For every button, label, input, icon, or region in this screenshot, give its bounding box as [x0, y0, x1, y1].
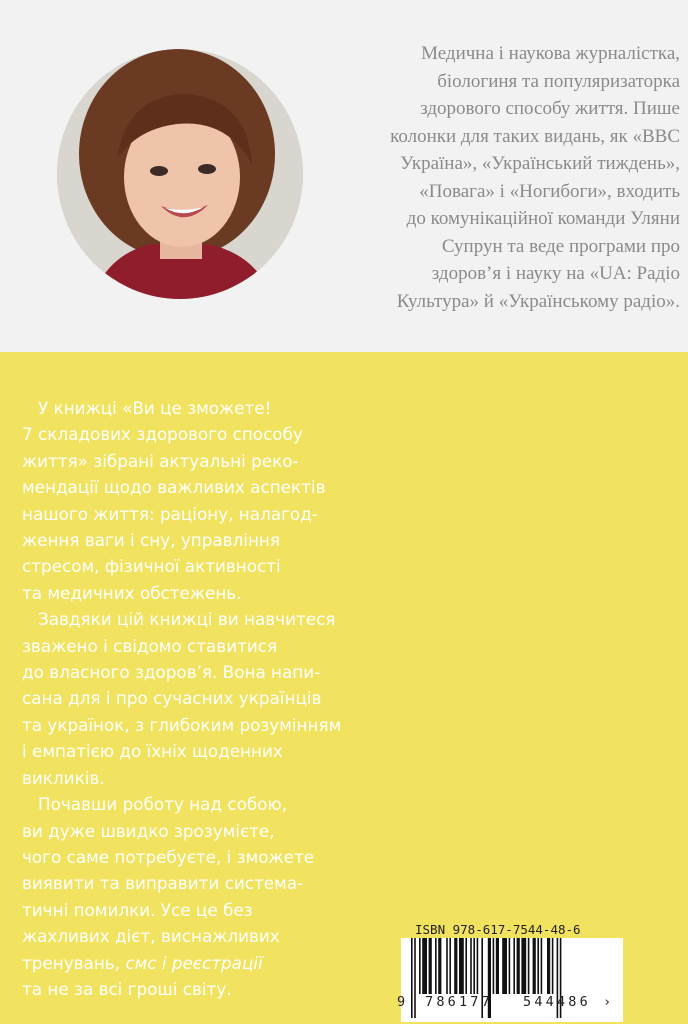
barcode-digits	[395, 994, 625, 1016]
barcode-bar	[547, 938, 550, 994]
barcode-bar	[493, 938, 495, 994]
bio-line: Супрун та веде програми про	[441, 235, 680, 257]
description-line: ви дуже швидко зрозумієте,	[22, 820, 275, 841]
bio-line: колонки для таких видань, як «BBC	[390, 125, 680, 147]
barcode-bar	[435, 938, 437, 994]
bio-line: здоров’я і науку на «UA: Радіо	[431, 263, 680, 284]
description-line: Почавши роботу над собою,	[38, 794, 287, 815]
description-line: Завдяки цій книжці ви навчитеся	[38, 609, 336, 630]
description-line-part: тренувань,	[22, 952, 121, 973]
description-line: чого саме потребуєте, і зможете	[22, 846, 315, 867]
description-line: 7 складових здорового способу	[22, 424, 303, 445]
barcode-bar	[502, 938, 507, 994]
isbn-barcode	[395, 920, 625, 1024]
description-line: та не за всі гроші світу.	[22, 978, 232, 999]
bio-line: Культура» й «Українському радіо».	[396, 290, 680, 312]
book-description	[22, 395, 442, 1002]
description-line: та медичних обстежень.	[22, 582, 242, 603]
barcode-bar	[473, 938, 475, 994]
barcode-bar	[422, 938, 427, 994]
description-line: життя» зібрані актуальні реко-	[22, 450, 299, 471]
bio-line: «Повага» і «Ногибоги», входить	[419, 180, 680, 202]
description-line: ження ваги і сну, управління	[22, 530, 280, 551]
barcode-bar	[509, 938, 511, 994]
barcode-quiet-zone-mark: ›	[603, 994, 612, 1010]
description-line: зважено і свідомо ставитися	[22, 635, 278, 656]
barcode-bar	[429, 938, 432, 994]
barcode-bar	[454, 938, 457, 994]
author-bio	[320, 40, 680, 315]
bio-line: Медична і наукова журналістка,	[421, 43, 680, 64]
description-line: нашого життя: раціону, налагод-	[22, 503, 318, 524]
author-photo	[57, 49, 303, 299]
bio-line: до комунікаційної команди Уляни	[406, 208, 680, 229]
barcode-bar	[517, 938, 520, 994]
barcode-bar	[533, 938, 536, 994]
description-line: мендації щодо важливих аспектів	[22, 477, 326, 498]
barcode-left-digits: 786177	[425, 994, 493, 1010]
barcode-bar	[537, 938, 539, 994]
description-line: і емпатією до їхніх щоденних	[22, 741, 283, 762]
barcode-bar	[552, 938, 554, 994]
barcode-bar	[521, 938, 526, 994]
barcode-bar	[477, 938, 479, 994]
barcode-bar	[528, 938, 530, 994]
italic-phrase: смс і реєстрації	[125, 952, 263, 973]
barcode-bar	[541, 938, 543, 994]
description-line: викликів.	[22, 767, 105, 788]
barcode-bar	[465, 938, 467, 994]
description-line: та українок, з глибоким розумінням	[22, 714, 342, 735]
bio-line: біологиня та популяризаторка	[437, 70, 680, 92]
description-line	[22, 950, 442, 976]
description-line: сана для і про сучасних українців	[22, 688, 322, 709]
description-line: тичні помилки. Усе це без	[22, 899, 253, 920]
barcode-bar	[513, 938, 515, 994]
barcode-bar	[438, 938, 441, 994]
barcode-bar	[419, 938, 421, 994]
barcode-bar	[496, 938, 499, 994]
description-line: виявити та виправити система-	[22, 873, 304, 894]
barcode-bar	[470, 938, 472, 994]
description-line: стресом, фізичної активності	[22, 556, 281, 577]
barcode-bar	[449, 938, 451, 994]
isbn-label: ISBN 978-617-7544-48-6	[415, 922, 581, 937]
description-line: до власного здоров’я. Вона напи-	[22, 662, 321, 683]
bio-line: здорового способу життя. Пише	[420, 98, 680, 119]
barcode-bar	[459, 938, 464, 994]
author-section	[0, 0, 688, 352]
barcode-bar	[446, 938, 448, 994]
barcode-right-digits: 544486	[523, 994, 591, 1010]
description-line: жахливих дієт, виснажливих	[22, 926, 280, 947]
description-line: У книжці «Ви це зможете!	[38, 398, 272, 418]
author-portrait-illustration	[57, 49, 303, 299]
barcode-first-digit: 9	[397, 994, 406, 1010]
bio-line: Україна», «Український тиждень»,	[400, 153, 680, 174]
